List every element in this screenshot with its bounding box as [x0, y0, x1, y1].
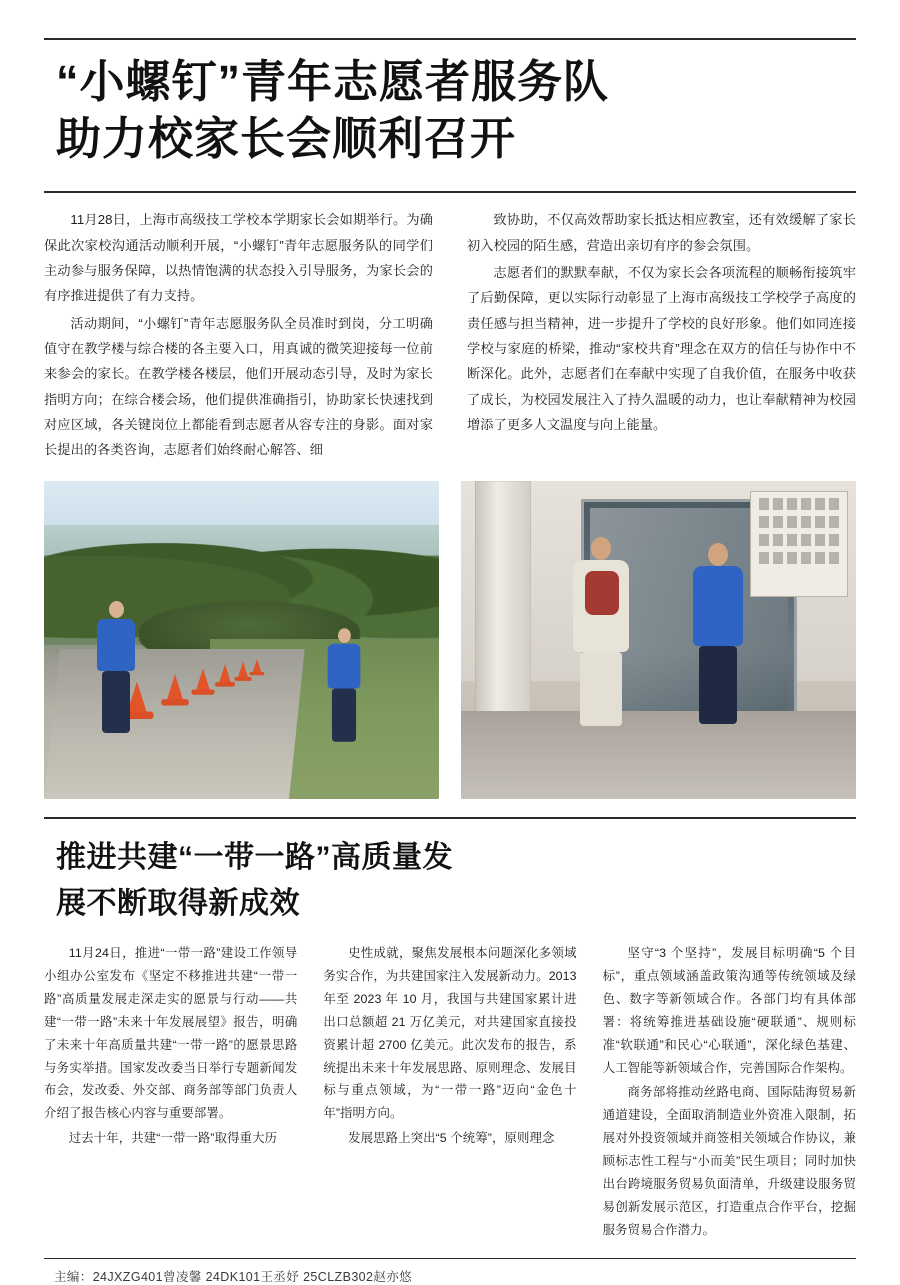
person-legs: [699, 646, 737, 724]
person-head: [109, 601, 124, 618]
volunteer-figure: [327, 628, 361, 742]
person-head: [338, 628, 351, 643]
article-one-column-left: [44, 207, 433, 464]
article-two-title-line-1: 推进共建“一带一路”高质量发: [56, 840, 453, 874]
traffic-cone-icon: [196, 668, 211, 691]
article-two-title-line-2: 展不断取得新成效: [56, 887, 300, 921]
traffic-cone-icon: [252, 659, 261, 674]
entrance-floor: [461, 711, 856, 799]
paragraph: 11月28日，上海市高级技工学校本学期家长会如期举行。为确保此次家校沟通活动顺利开展，“小螺钉”青年志愿服务队的同学们主动参与服务保障，以热情饱满的状态投入引导服务，为家长会的有序推进提供了有力支持。: [44, 212, 433, 304]
photo-volunteer-greeting-parent-at-building-entrance: [461, 481, 856, 799]
person-pants: [580, 652, 622, 726]
article-one-column-right: [467, 207, 856, 464]
traffic-cone-icon: [238, 661, 249, 678]
notice-line: [759, 552, 839, 564]
traffic-cone-icon: [166, 674, 184, 702]
backpack: [585, 571, 619, 615]
editor-credit: 主编：24JXZG401曾凌馨 24DK101王丞妤 25CLZB302赵亦悠: [54, 1270, 413, 1284]
person-jacket: [693, 566, 743, 646]
campus-road: [44, 649, 305, 799]
paragraph: 志愿者们的默默奉献，不仅为家长会各项流程的顺畅衔接筑牢了后勤保障，更以实际行动彰显了上海市高级技工学校学子高度的责任感与担当精神，进一步提升了学校的良好形象。他们如同连接学校与家庭的桥梁，推动“家校共育”理念在双方的信任与协作中不断深化。此外，志愿者们在奉献中实现了自我价值，在服务中收获了成长，为校园发展注入了持久温暖的动力，也让奉献精神为校园增添了更多人文温度与向上能量。: [467, 265, 856, 433]
headline-line-1: “小螺钉”青年志愿者服务队: [56, 56, 610, 107]
person-jacket: [328, 644, 361, 689]
notice-line: [759, 534, 839, 546]
article-two-body: [44, 942, 856, 1244]
paragraph: 过去十年，共建“一带一路”取得重大历: [68, 1131, 278, 1146]
volunteer-figure: [693, 543, 743, 724]
traffic-cone-icon: [219, 664, 232, 684]
photo-volunteers-guiding-on-campus-road: [44, 481, 439, 799]
entrance-column: [475, 481, 531, 731]
paragraph: 坚守“3 个坚持”，发展目标明确“5 个目标”，重点领域涵盖政策沟通等传统领域及绿色、数字等新领域合作。各部门均有具体部署：将统筹推进基础设施“硬联通”、规则标准“软联通”和民心“心联通”，深化绿色基建、人工智能等新领域合作，完善国际合作架构。: [602, 945, 856, 1075]
notice-board: [750, 491, 848, 597]
article-two-title: [44, 835, 856, 928]
paragraph: 11月24日，推进“一带一路”建设工作领导小组办公室发布《坚定不移推进共建“一带一路”高质量发展走深走实的愿景与行动——共建“一带一路”未来十年发展展望》报告，明确了未来十年高质量共建“一带一路”的愿景思路与务实举措。国家发改委当日举行专题新闻发布会，发改委、外交部、商务部等部门负责人介绍了报告核心内容与重要部署。: [44, 945, 298, 1121]
notice-line: [759, 516, 839, 528]
person-head: [591, 537, 611, 560]
parent-figure: [573, 537, 629, 726]
headline-divider: [44, 191, 856, 193]
person-legs: [102, 671, 130, 733]
article-one-body: [44, 207, 856, 464]
paragraph: 发展思路上突出“5 个统筹”，原则理念: [348, 1131, 555, 1146]
volunteer-figure: [96, 601, 136, 733]
article-two-column-2: [323, 942, 576, 1244]
notice-line: [759, 498, 839, 510]
person-head: [708, 543, 728, 566]
person-legs: [332, 688, 356, 741]
person-jacket: [97, 619, 135, 671]
article-two-column-3: [603, 942, 856, 1244]
top-divider: [44, 38, 856, 40]
article-two-column-1: [44, 942, 297, 1244]
paragraph: 商务部将推动丝路电商、国际陆海贸易新通道建设，全面取消制造业外资准入限制，拓展对外投资领域并商签相关领域合作协议，兼顾标志性工程与“小而美”民生项目；同时加快出台跨境服务贸易负面清单，升级建设服务贸易创新发展示范区，打造重点合作平台，挖掘服务贸易合作潜力。: [602, 1085, 856, 1238]
section-divider: [44, 817, 856, 819]
headline-line-2: 助力校家长会顺利召开: [56, 112, 517, 164]
page-title: [44, 54, 856, 167]
paragraph: 活动期间，“小螺钉”青年志愿服务队全员准时到岗，分工明确值守在教学楼与综合楼的各主要入口，用真诚的微笑迎接每一位前来参会的家长。在教学楼各楼层，他们开展动态引导，及时为家长指明方向；在综合楼会场，他们提供准确指引，协助家长快速找到对应区域，各关键岗位上都能看到志愿者从容专注的身影。面对家长提出的各类咨询，志愿者们始终耐心解答、细: [44, 315, 433, 458]
photo-row: [44, 481, 856, 799]
paragraph: 致协助，不仅高效帮助家长抵达相应教室，还有效缓解了家长初入校园的陌生感，营造出亲切有序的参会氛围。: [467, 212, 856, 253]
paragraph: 史性成就，聚焦发展根本问题深化多领域务实合作，为共建国家注入发展新动力。2013 年至 2023 年 10 月，我国与共建国家累计进出口总额超 21 万亿美元，对共建国家直接投资累计超 2700 亿美元。此次发布的报告，系统提出未来十年发展思路、原则理念、发展目标与重点领域，为“一带一路”迈向“金色十年”指明方向。: [323, 945, 577, 1121]
